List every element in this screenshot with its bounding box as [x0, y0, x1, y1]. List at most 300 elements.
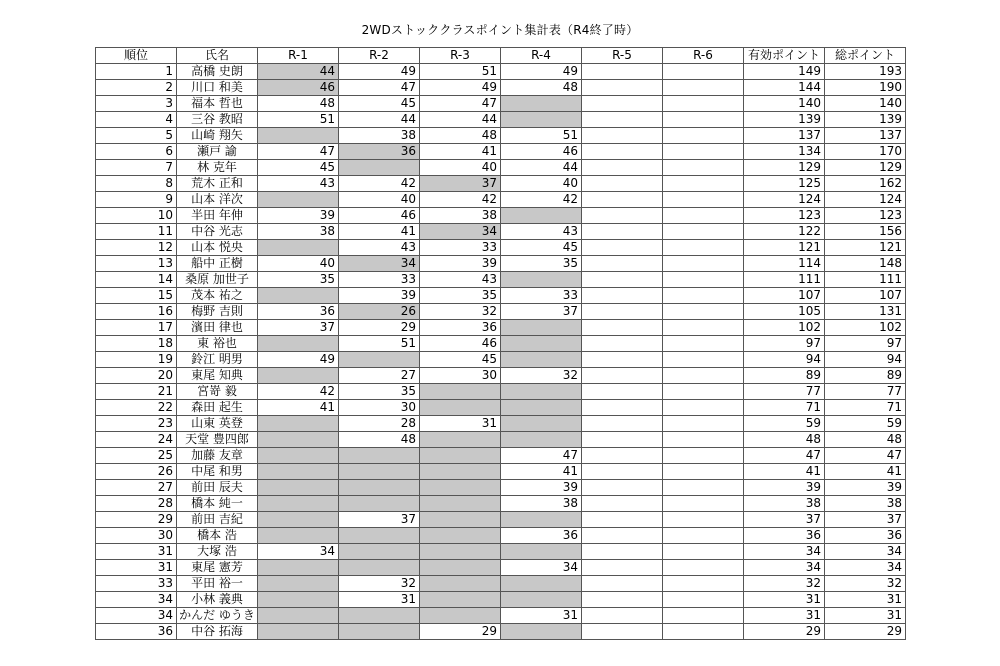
- round-2-cell: 42: [339, 176, 420, 192]
- round-1-cell: [258, 192, 339, 208]
- round-1-cell: 35: [258, 272, 339, 288]
- round-3-cell: 37: [420, 176, 501, 192]
- round-5-cell: [582, 224, 663, 240]
- round-6-cell: [663, 272, 744, 288]
- rank-cell: 2: [96, 80, 177, 96]
- total-points-cell: 129: [825, 160, 906, 176]
- round-6-cell: [663, 112, 744, 128]
- rank-cell: 6: [96, 144, 177, 160]
- table-row: [96, 384, 906, 400]
- round-3-cell: [420, 400, 501, 416]
- total-points-cell: 77: [825, 384, 906, 400]
- rank-cell: 5: [96, 128, 177, 144]
- name-cell: 森田 起生: [177, 400, 258, 416]
- name-cell: 前田 辰夫: [177, 480, 258, 496]
- round-3-cell: 39: [420, 256, 501, 272]
- table-row: [96, 208, 906, 224]
- round-4-cell: 49: [501, 64, 582, 80]
- rank-cell: 13: [96, 256, 177, 272]
- name-cell: 福本 哲也: [177, 96, 258, 112]
- round-4-cell: 32: [501, 368, 582, 384]
- round-6-cell: [663, 304, 744, 320]
- round-3-cell: 43: [420, 272, 501, 288]
- round-2-cell: 33: [339, 272, 420, 288]
- round-4-cell: [501, 592, 582, 608]
- round-3-cell: 34: [420, 224, 501, 240]
- round-2-cell: 34: [339, 256, 420, 272]
- round-1-cell: 45: [258, 160, 339, 176]
- round-1-cell: [258, 528, 339, 544]
- table-body: [96, 64, 906, 640]
- round-5-cell: [582, 544, 663, 560]
- name-cell: 桑原 加世子: [177, 272, 258, 288]
- round-4-cell: [501, 272, 582, 288]
- name-cell: 東尾 知典: [177, 368, 258, 384]
- round-5-cell: [582, 128, 663, 144]
- round-4-cell: [501, 384, 582, 400]
- name-cell: 荒木 正和: [177, 176, 258, 192]
- round-1-cell: [258, 432, 339, 448]
- round-1-cell: 43: [258, 176, 339, 192]
- effective-points-cell: 140: [744, 96, 825, 112]
- header-name: 氏名: [177, 48, 258, 64]
- round-3-cell: [420, 464, 501, 480]
- round-2-cell: 27: [339, 368, 420, 384]
- round-4-cell: [501, 624, 582, 640]
- round-1-cell: [258, 464, 339, 480]
- rank-cell: 31: [96, 560, 177, 576]
- round-6-cell: [663, 128, 744, 144]
- total-points-cell: 102: [825, 320, 906, 336]
- round-1-cell: 36: [258, 304, 339, 320]
- round-3-cell: [420, 496, 501, 512]
- total-points-cell: 121: [825, 240, 906, 256]
- round-5-cell: [582, 576, 663, 592]
- effective-points-cell: 77: [744, 384, 825, 400]
- total-points-cell: 140: [825, 96, 906, 112]
- table-row: [96, 160, 906, 176]
- round-4-cell: 41: [501, 464, 582, 480]
- round-6-cell: [663, 224, 744, 240]
- round-5-cell: [582, 432, 663, 448]
- round-5-cell: [582, 496, 663, 512]
- round-4-cell: [501, 512, 582, 528]
- rank-cell: 25: [96, 448, 177, 464]
- round-3-cell: [420, 448, 501, 464]
- table-row: [96, 432, 906, 448]
- round-6-cell: [663, 384, 744, 400]
- rank-cell: 28: [96, 496, 177, 512]
- effective-points-cell: 122: [744, 224, 825, 240]
- name-cell: 川口 和美: [177, 80, 258, 96]
- header-r4: R-4: [501, 48, 582, 64]
- name-cell: 三谷 教昭: [177, 112, 258, 128]
- rank-cell: 36: [96, 624, 177, 640]
- rank-cell: 24: [96, 432, 177, 448]
- round-3-cell: [420, 560, 501, 576]
- total-points-cell: 39: [825, 480, 906, 496]
- round-3-cell: 47: [420, 96, 501, 112]
- round-4-cell: 37: [501, 304, 582, 320]
- effective-points-cell: 125: [744, 176, 825, 192]
- round-5-cell: [582, 96, 663, 112]
- round-1-cell: [258, 576, 339, 592]
- total-points-cell: 94: [825, 352, 906, 368]
- name-cell: 茂本 祐之: [177, 288, 258, 304]
- round-5-cell: [582, 192, 663, 208]
- effective-points-cell: 34: [744, 560, 825, 576]
- name-cell: 中谷 拓海: [177, 624, 258, 640]
- round-1-cell: [258, 240, 339, 256]
- round-2-cell: 29: [339, 320, 420, 336]
- table-row: [96, 352, 906, 368]
- round-2-cell: 49: [339, 64, 420, 80]
- round-1-cell: [258, 128, 339, 144]
- round-6-cell: [663, 176, 744, 192]
- table-row: [96, 464, 906, 480]
- round-4-cell: [501, 544, 582, 560]
- effective-points-cell: 105: [744, 304, 825, 320]
- total-points-cell: 34: [825, 560, 906, 576]
- header-rank: 順位: [96, 48, 177, 64]
- round-4-cell: 38: [501, 496, 582, 512]
- name-cell: 中谷 光志: [177, 224, 258, 240]
- table-row: [96, 576, 906, 592]
- round-3-cell: [420, 576, 501, 592]
- table-row: [96, 64, 906, 80]
- round-3-cell: [420, 544, 501, 560]
- round-6-cell: [663, 144, 744, 160]
- rank-cell: 20: [96, 368, 177, 384]
- rank-cell: 34: [96, 608, 177, 624]
- round-2-cell: 40: [339, 192, 420, 208]
- round-5-cell: [582, 528, 663, 544]
- table-row: [96, 112, 906, 128]
- round-5-cell: [582, 176, 663, 192]
- round-4-cell: [501, 576, 582, 592]
- rank-cell: 11: [96, 224, 177, 240]
- table-row: [96, 320, 906, 336]
- round-1-cell: [258, 288, 339, 304]
- round-5-cell: [582, 336, 663, 352]
- round-6-cell: [663, 288, 744, 304]
- table-row: [96, 496, 906, 512]
- round-1-cell: 41: [258, 400, 339, 416]
- round-2-cell: [339, 624, 420, 640]
- effective-points-cell: 129: [744, 160, 825, 176]
- total-points-cell: 107: [825, 288, 906, 304]
- rank-cell: 31: [96, 544, 177, 560]
- round-6-cell: [663, 64, 744, 80]
- round-2-cell: [339, 448, 420, 464]
- round-6-cell: [663, 608, 744, 624]
- round-4-cell: [501, 112, 582, 128]
- round-3-cell: 42: [420, 192, 501, 208]
- table-row: [96, 528, 906, 544]
- header-effective-points: 有効ポイント: [744, 48, 825, 64]
- name-cell: 東尾 憲芳: [177, 560, 258, 576]
- round-6-cell: [663, 256, 744, 272]
- round-5-cell: [582, 304, 663, 320]
- rank-cell: 27: [96, 480, 177, 496]
- effective-points-cell: 107: [744, 288, 825, 304]
- effective-points-cell: 39: [744, 480, 825, 496]
- total-points-cell: 47: [825, 448, 906, 464]
- table-row: [96, 592, 906, 608]
- total-points-cell: 29: [825, 624, 906, 640]
- table-row: [96, 544, 906, 560]
- table-row: [96, 80, 906, 96]
- effective-points-cell: 37: [744, 512, 825, 528]
- round-2-cell: 36: [339, 144, 420, 160]
- header-r5: R-5: [582, 48, 663, 64]
- round-6-cell: [663, 464, 744, 480]
- table-row: [96, 480, 906, 496]
- name-cell: 山崎 翔矢: [177, 128, 258, 144]
- round-3-cell: [420, 528, 501, 544]
- round-3-cell: 40: [420, 160, 501, 176]
- round-5-cell: [582, 144, 663, 160]
- effective-points-cell: 114: [744, 256, 825, 272]
- round-3-cell: 33: [420, 240, 501, 256]
- rank-cell: 30: [96, 528, 177, 544]
- round-5-cell: [582, 592, 663, 608]
- round-6-cell: [663, 576, 744, 592]
- name-cell: 加藤 友章: [177, 448, 258, 464]
- round-6-cell: [663, 400, 744, 416]
- round-5-cell: [582, 208, 663, 224]
- round-2-cell: [339, 464, 420, 480]
- round-6-cell: [663, 560, 744, 576]
- round-3-cell: 44: [420, 112, 501, 128]
- round-1-cell: 49: [258, 352, 339, 368]
- round-3-cell: 30: [420, 368, 501, 384]
- round-3-cell: 36: [420, 320, 501, 336]
- name-cell: 宮嵜 毅: [177, 384, 258, 400]
- table-row: [96, 256, 906, 272]
- rank-cell: 1: [96, 64, 177, 80]
- effective-points-cell: 94: [744, 352, 825, 368]
- round-5-cell: [582, 320, 663, 336]
- rank-cell: 15: [96, 288, 177, 304]
- round-3-cell: 31: [420, 416, 501, 432]
- table-row: [96, 240, 906, 256]
- round-2-cell: [339, 560, 420, 576]
- round-6-cell: [663, 544, 744, 560]
- round-2-cell: [339, 496, 420, 512]
- effective-points-cell: 29: [744, 624, 825, 640]
- round-4-cell: 45: [501, 240, 582, 256]
- total-points-cell: 97: [825, 336, 906, 352]
- round-4-cell: 47: [501, 448, 582, 464]
- round-3-cell: [420, 432, 501, 448]
- effective-points-cell: 48: [744, 432, 825, 448]
- round-6-cell: [663, 240, 744, 256]
- round-2-cell: 38: [339, 128, 420, 144]
- round-1-cell: 51: [258, 112, 339, 128]
- round-4-cell: [501, 416, 582, 432]
- table-row: [96, 416, 906, 432]
- name-cell: 半田 年伸: [177, 208, 258, 224]
- effective-points-cell: 38: [744, 496, 825, 512]
- round-3-cell: [420, 512, 501, 528]
- round-3-cell: 38: [420, 208, 501, 224]
- rank-cell: 21: [96, 384, 177, 400]
- table-row: [96, 272, 906, 288]
- effective-points-cell: 32: [744, 576, 825, 592]
- round-2-cell: 35: [339, 384, 420, 400]
- total-points-cell: 31: [825, 592, 906, 608]
- table-row: [96, 560, 906, 576]
- effective-points-cell: 89: [744, 368, 825, 384]
- round-3-cell: [420, 592, 501, 608]
- round-4-cell: 36: [501, 528, 582, 544]
- rank-cell: 8: [96, 176, 177, 192]
- effective-points-cell: 31: [744, 592, 825, 608]
- rank-cell: 16: [96, 304, 177, 320]
- effective-points-cell: 149: [744, 64, 825, 80]
- name-cell: 天堂 豊四郎: [177, 432, 258, 448]
- total-points-cell: 193: [825, 64, 906, 80]
- round-2-cell: 30: [339, 400, 420, 416]
- total-points-cell: 38: [825, 496, 906, 512]
- total-points-cell: 137: [825, 128, 906, 144]
- round-2-cell: [339, 528, 420, 544]
- round-1-cell: [258, 624, 339, 640]
- round-4-cell: 31: [501, 608, 582, 624]
- round-4-cell: 35: [501, 256, 582, 272]
- effective-points-cell: 59: [744, 416, 825, 432]
- table-row: [96, 224, 906, 240]
- total-points-cell: 89: [825, 368, 906, 384]
- round-2-cell: 39: [339, 288, 420, 304]
- name-cell: 山本 洋次: [177, 192, 258, 208]
- total-points-cell: 124: [825, 192, 906, 208]
- round-3-cell: [420, 608, 501, 624]
- table-row: [96, 368, 906, 384]
- round-5-cell: [582, 624, 663, 640]
- round-2-cell: 43: [339, 240, 420, 256]
- round-1-cell: [258, 496, 339, 512]
- round-3-cell: [420, 384, 501, 400]
- round-5-cell: [582, 512, 663, 528]
- round-4-cell: 34: [501, 560, 582, 576]
- round-5-cell: [582, 464, 663, 480]
- effective-points-cell: 111: [744, 272, 825, 288]
- name-cell: 前田 吉紀: [177, 512, 258, 528]
- round-5-cell: [582, 288, 663, 304]
- round-5-cell: [582, 352, 663, 368]
- round-2-cell: 37: [339, 512, 420, 528]
- round-2-cell: 32: [339, 576, 420, 592]
- round-5-cell: [582, 240, 663, 256]
- round-2-cell: 47: [339, 80, 420, 96]
- rank-cell: 9: [96, 192, 177, 208]
- effective-points-cell: 47: [744, 448, 825, 464]
- total-points-cell: 59: [825, 416, 906, 432]
- round-4-cell: [501, 400, 582, 416]
- round-3-cell: 51: [420, 64, 501, 80]
- round-3-cell: 48: [420, 128, 501, 144]
- effective-points-cell: 97: [744, 336, 825, 352]
- round-5-cell: [582, 416, 663, 432]
- total-points-cell: 31: [825, 608, 906, 624]
- round-4-cell: [501, 320, 582, 336]
- round-1-cell: 44: [258, 64, 339, 80]
- header-total-points: 総ポイント: [825, 48, 906, 64]
- round-1-cell: [258, 368, 339, 384]
- table-row: [96, 288, 906, 304]
- round-6-cell: [663, 528, 744, 544]
- rank-cell: 17: [96, 320, 177, 336]
- round-6-cell: [663, 368, 744, 384]
- round-6-cell: [663, 336, 744, 352]
- name-cell: 瀬戸 諭: [177, 144, 258, 160]
- round-1-cell: 38: [258, 224, 339, 240]
- total-points-cell: 41: [825, 464, 906, 480]
- round-4-cell: 33: [501, 288, 582, 304]
- name-cell: 山東 英登: [177, 416, 258, 432]
- rank-cell: 19: [96, 352, 177, 368]
- name-cell: 濱田 律也: [177, 320, 258, 336]
- round-5-cell: [582, 480, 663, 496]
- total-points-cell: 48: [825, 432, 906, 448]
- total-points-cell: 148: [825, 256, 906, 272]
- table-row: [96, 336, 906, 352]
- round-2-cell: [339, 544, 420, 560]
- round-6-cell: [663, 160, 744, 176]
- round-1-cell: 47: [258, 144, 339, 160]
- round-5-cell: [582, 608, 663, 624]
- round-4-cell: 46: [501, 144, 582, 160]
- rank-cell: 23: [96, 416, 177, 432]
- round-2-cell: [339, 608, 420, 624]
- round-2-cell: [339, 160, 420, 176]
- table-row: [96, 608, 906, 624]
- rank-cell: 33: [96, 576, 177, 592]
- effective-points-cell: 123: [744, 208, 825, 224]
- header-r3: R-3: [420, 48, 501, 64]
- round-3-cell: 35: [420, 288, 501, 304]
- round-2-cell: 45: [339, 96, 420, 112]
- rank-cell: 3: [96, 96, 177, 112]
- round-6-cell: [663, 208, 744, 224]
- rank-cell: 18: [96, 336, 177, 352]
- table-row: [96, 512, 906, 528]
- round-4-cell: [501, 432, 582, 448]
- effective-points-cell: 102: [744, 320, 825, 336]
- round-3-cell: [420, 480, 501, 496]
- total-points-cell: 32: [825, 576, 906, 592]
- total-points-cell: 123: [825, 208, 906, 224]
- round-1-cell: 37: [258, 320, 339, 336]
- total-points-cell: 139: [825, 112, 906, 128]
- round-1-cell: [258, 592, 339, 608]
- round-4-cell: 42: [501, 192, 582, 208]
- round-3-cell: 29: [420, 624, 501, 640]
- name-cell: 中尾 和男: [177, 464, 258, 480]
- total-points-cell: 156: [825, 224, 906, 240]
- round-6-cell: [663, 480, 744, 496]
- name-cell: 船中 正樹: [177, 256, 258, 272]
- rank-cell: 29: [96, 512, 177, 528]
- total-points-cell: 170: [825, 144, 906, 160]
- round-5-cell: [582, 160, 663, 176]
- effective-points-cell: 36: [744, 528, 825, 544]
- round-1-cell: [258, 560, 339, 576]
- effective-points-cell: 134: [744, 144, 825, 160]
- round-4-cell: 48: [501, 80, 582, 96]
